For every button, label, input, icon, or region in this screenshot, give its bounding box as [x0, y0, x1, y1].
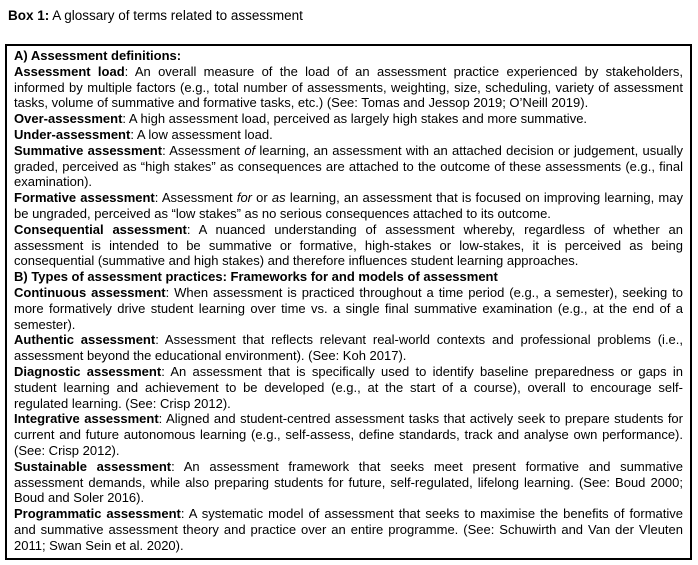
glossary-entry: [14, 143, 683, 190]
glossary-entry: [14, 285, 683, 332]
glossary-entry: [14, 459, 683, 506]
glossary-entry: [14, 364, 683, 411]
glossary-entry: [14, 332, 683, 364]
glossary-definition-segment: : An overall measure of the load of an assessment practice experienced by stakeholders, informed by multiple factors (e.g., total number of assessments, weighting, size, scheduling, variety of assessment tasks, volume of summative and formative tasks, etc.) (See: Tomas and Jessop 2019; O’Neill 2019).: [14, 63, 683, 111]
section-header: A) Assessment definitions:: [14, 48, 182, 63]
glossary-definition-segment: : Assessment: [154, 190, 237, 206]
glossary-definition-segment: : A high assessment load, perceived as largely high stakes and more summative.: [122, 111, 588, 127]
glossary-entry: [14, 190, 683, 222]
glossary-definition-segment: of: [244, 142, 256, 158]
glossary-definition-segment: or: [252, 190, 272, 206]
glossary-box: [5, 44, 692, 560]
glossary-entry: [14, 64, 683, 111]
glossary-definition-segment: learning, an assessment that is focused on improving learning, may be ungraded, perceived as “low stakes” as no serious consequences attached to its outcome.: [14, 190, 683, 221]
glossary-entry: [14, 127, 683, 143]
glossary-term: Formative assessment: [14, 190, 155, 206]
glossary-definition-segment: : An assessment framework that seeks meet present formative and summative assessment demands, while also preparing students for future, self-regulated, lifelong learning. (See: Boud 2000; Boud and Soler 2016).: [14, 458, 683, 506]
glossary-definition-segment: : A low assessment load.: [130, 126, 273, 142]
glossary-entry: [14, 111, 683, 127]
glossary-definition-segment: : When assessment is practiced throughout a time period (e.g., a semester), seeking to more formatively drive student learning over time vs. a single final summative examination (e.g., at the end of a semester).: [14, 284, 683, 332]
page-title: [8, 8, 698, 24]
glossary-term: Continuous assessment: [14, 284, 166, 300]
box-label: Box 1:: [8, 8, 50, 23]
glossary-term: Authentic assessment: [14, 332, 156, 348]
glossary-term: Over-assessment: [14, 111, 123, 127]
glossary-term: Programmatic assessment: [14, 506, 181, 522]
glossary-term: Under-assessment: [14, 126, 131, 142]
glossary-entry: [14, 411, 683, 458]
glossary-definition-segment: as: [271, 190, 286, 206]
glossary-definition-segment: for: [236, 190, 252, 206]
glossary-term: Sustainable assessment: [14, 458, 172, 474]
glossary-definition-segment: : Assessment: [162, 142, 245, 158]
glossary-definition-segment: : A systematic model of assessment that seeks to maximise the benefits of formative and summative assessment theory and practice over an entire programme. (See: Schuwirth and Van der Vleuten 2011; Swan Sein et al. 2020).: [14, 506, 683, 553]
glossary-term: Assessment load: [14, 63, 125, 79]
box-title-text: A glossary of terms related to assessment: [49, 8, 303, 23]
glossary-definition-segment: : Aligned and student-centred assessment tasks that actively seek to prepare students for current and future autonomous learning (e.g., self-assess, define standards, track and analyse own performance). (See: Crisp 2012).: [14, 411, 683, 458]
glossary-definition-segment: : An assessment that is specifically used to identify baseline preparedness or gaps in student learning and achievement to be developed (e.g., at the start of a course), overall to encourage self-regulated learning. (See: Crisp 2012).: [14, 363, 683, 411]
glossary-term: Integrative assessment: [14, 411, 159, 427]
section-header: B) Types of assessment practices: Frameworks for and models of assessment: [14, 269, 498, 285]
glossary-definition-segment: : A nuanced understanding of assessment whereby, regardless of whether an assessment is intended to be summative or formative, high-stakes or low-stakes, it is perceived as being consequential (summative and high stakes) and therefore influences student learning approaches.: [14, 221, 683, 269]
glossary-term: Consequential assessment: [14, 221, 187, 237]
glossary-entry: [14, 222, 683, 269]
glossary-definition-segment: learning, an assessment with an attached decision or judgement, usually graded, perceived as “high stakes” as consequences are attached to the outcome of these assessments (e.g., final examination).: [14, 142, 683, 190]
glossary-term: Diagnostic assessment: [14, 363, 162, 379]
glossary-definition-segment: : Assessment that reflects relevant real-world contexts and professional problems (i.e., assessment beyond the educational environment). (See: Koh 2017).: [14, 332, 684, 364]
glossary-term: Summative assessment: [14, 142, 163, 158]
glossary-entry: [14, 506, 683, 553]
